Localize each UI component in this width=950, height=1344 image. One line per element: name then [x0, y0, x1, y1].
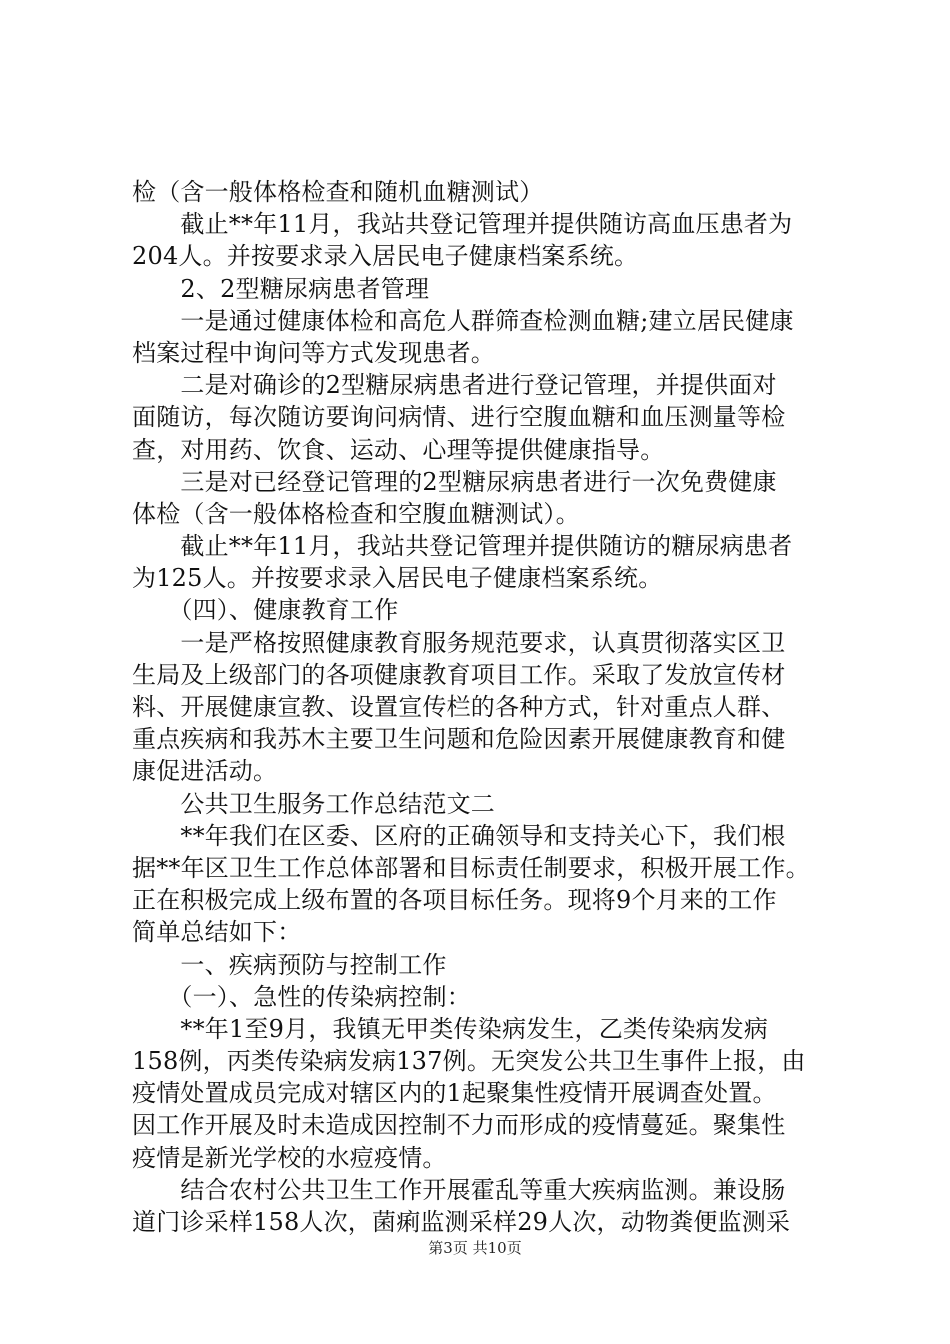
text-line: 康促进活动。: [132, 757, 278, 786]
text-line: 道门诊采样158人次，菌痢监测采样29人次，动物粪便监测采: [132, 1208, 791, 1236]
text-line: 疫情处置成员完成对辖区内的1起聚集性疫情开展调查处置。: [132, 1079, 777, 1108]
text-line: 截止**年11月，我站共登记管理并提供随访的糖尿病患者: [132, 532, 793, 561]
text-line: 三是对已经登记管理的2型糖尿病患者进行一次免费健康: [132, 467, 777, 496]
text-line: 正在积极完成上级布置的各项目标任务。现将9个月来的工作: [132, 886, 777, 915]
text-line: 查，对用药、饮食、运动、心理等提供健康指导。: [132, 435, 665, 464]
text-line: 档案过程中询问等方式发现患者。: [132, 338, 495, 367]
text-line: 料、开展健康宣教、设置宣传栏的各种方式，针对重点人群、: [132, 693, 786, 721]
text-line: 结合农村公共卫生工作开展霍乱等重大疾病监测。兼设肠: [132, 1175, 786, 1204]
text-line: 因工作开展及时未造成因控制不力而形成的疫情蔓延。聚集性: [132, 1111, 786, 1140]
text-line: 一是通过健康体检和高危人群筛查检测血糖;建立居民健康: [132, 306, 794, 335]
text-line: 204人。并按要求录入居民电子健康档案系统。: [132, 242, 639, 271]
page-number: 第3页 共10页: [428, 1239, 522, 1257]
text-line: 158例，丙类传染病发病137例。无突发公共卫生事件上报，由: [132, 1047, 806, 1076]
text-line: 一是严格按照健康教育服务规范要求，认真贯彻落实区卫: [132, 628, 786, 657]
page-footer: [0, 1238, 950, 1258]
text-line: 简单总结如下：: [132, 918, 302, 947]
text-line: 检（含一般体格检查和随机血糖测试）: [132, 178, 544, 206]
document-body: [132, 176, 834, 1238]
text-line: 重点疾病和我苏木主要卫生问题和危险因素开展健康教育和健: [132, 725, 786, 754]
text-line: 二是对确诊的2型糖尿病患者进行登记管理，并提供面对: [132, 371, 777, 400]
section-heading: （四）、健康教育工作: [132, 596, 399, 625]
section-heading: 一、疾病预防与控制工作: [132, 950, 447, 979]
text-line: 据**年区卫生工作总体部署和目标责任制要求，积极开展工作。: [132, 853, 810, 882]
text-line: 面随访，每次随访要询问病情、进行空腹血糖和血压测量等检: [132, 403, 786, 432]
section-heading: （一）、急性的传染病控制：: [132, 982, 471, 1011]
text-line: 疫情是新光学校的水痘疫情。: [132, 1143, 447, 1172]
text-line: 截止**年11月，我站共登记管理并提供随访高血压患者为: [132, 210, 793, 239]
text-line: 体检（含一般体格检查和空腹血糖测试）。: [132, 499, 580, 528]
text-line: 生局及上级部门的各项健康教育项目工作。采取了发放宣传材: [132, 660, 786, 689]
text-line: 为125人。并按要求录入居民电子健康档案系统。: [132, 564, 663, 593]
text-line: **年1至9月，我镇无甲类传染病发生，乙类传染病发病: [132, 1014, 769, 1043]
text-line: **年我们在区委、区府的正确领导和支持关心下，我们根: [132, 821, 786, 850]
text-line: 2、2型糖尿病患者管理: [132, 274, 430, 303]
document-subtitle: 公共卫生服务工作总结范文二: [132, 789, 495, 818]
